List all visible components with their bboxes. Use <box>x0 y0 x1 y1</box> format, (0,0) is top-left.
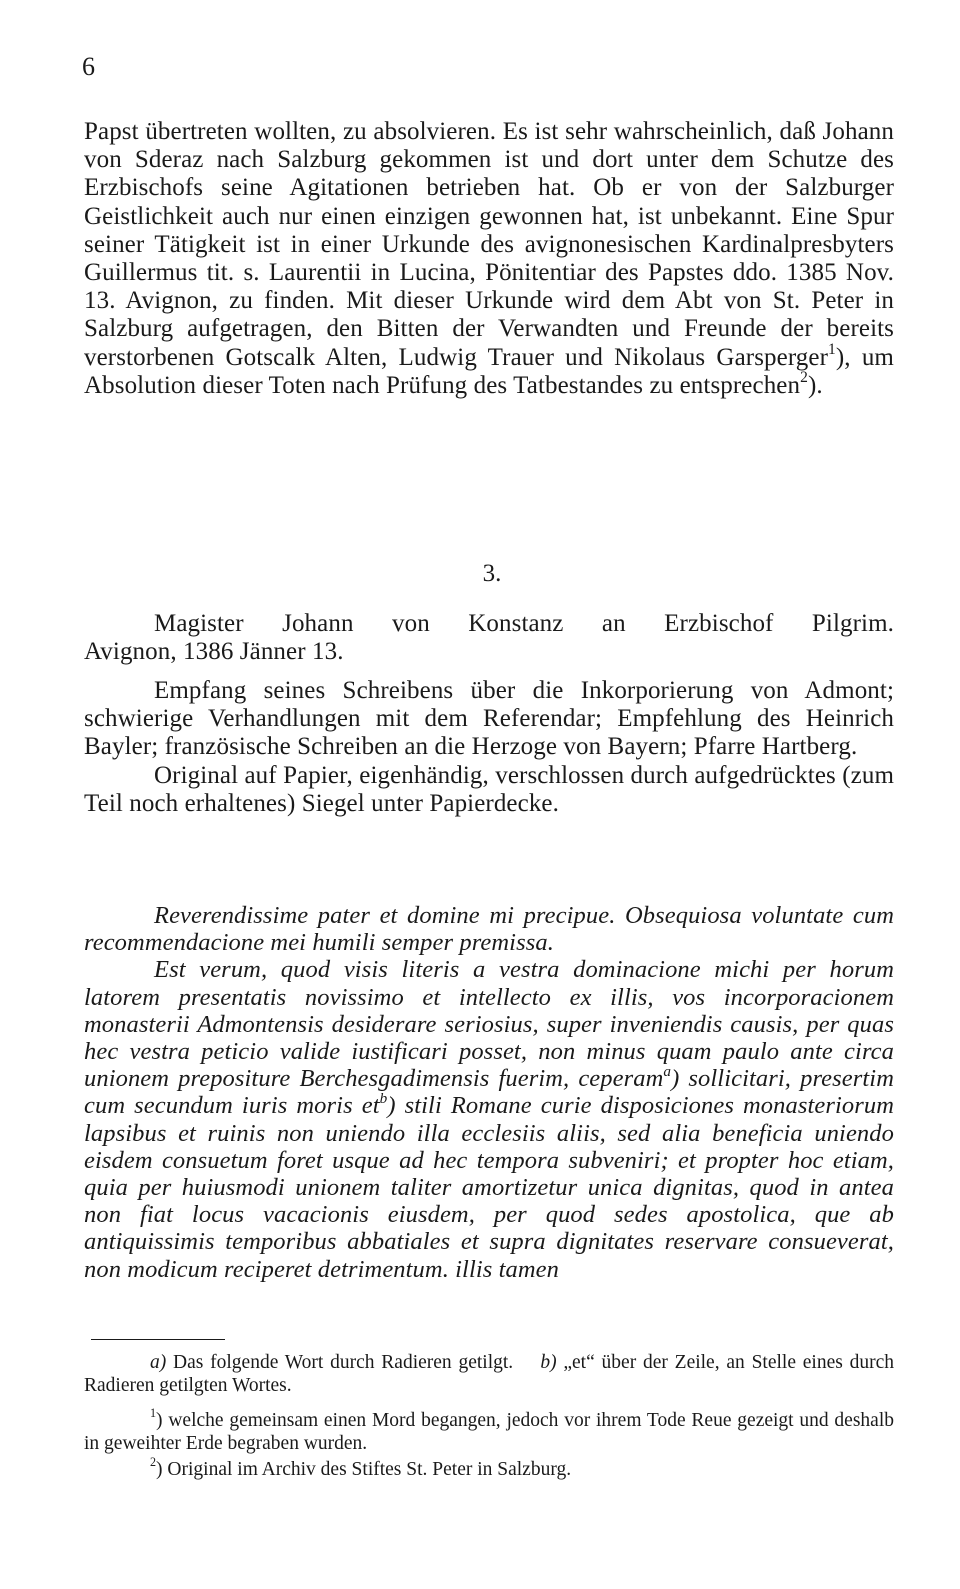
footnote-text: ) Original im Archiv des Stiftes St. Peter in Salzburg. <box>156 1459 572 1480</box>
latin-salutation: Reverendissime pater et domine mi precipue. Obsequiosa voluntate cum recommendacione mei humili semper premissa. <box>84 902 894 957</box>
paragraph-text: Papst übertreten wollten, zu absolvieren. Es ist sehr wahrscheinlich, daß Johann von Sderaz nach Salzburg gekommen ist und dort unter dem Schutze des Erzbischofs seine Agitationen betrieben hat. Ob er von der Salzburger Geistlichkeit auch nur einen einzigen gewonnen hat, ist unbekannt. Eine Spur seiner Tätigkeit ist in einer Urkunde des avignonesischen Kardinalpresbyters Guillermus tit. s. Laurentii in Lucina, Pönitentiar des Papstes ddo. 1385 Nov. 13. Avignon, zu finden. Mit dieser Urkunde wird dem Abt von St. Peter in Salzburg aufgetragen, den Bitten der Verwandten und Freunde der bereits verstorbenen Gotscalk Alten, Ludwig Trauer und Nikolaus Garsperger <box>84 118 894 371</box>
footnote-label: a) <box>150 1352 167 1373</box>
footnote-1 <box>84 1406 894 1455</box>
summary-text: Empfang seines Schreibens über die Inkorporierung von Admont; schwierige Verhandlungen mit dem Referendar; Empfehlung des Heinrich Bayler; französische Schreiben an die Herzoge von Bayern; Pfarre Hartberg. <box>84 677 894 761</box>
document-heading <box>84 610 894 666</box>
textual-footnote-line <box>84 1352 894 1397</box>
latin-body <box>84 956 894 1282</box>
footnote-ref: 1 <box>828 340 836 358</box>
footnote-2 <box>84 1455 894 1482</box>
latin-body-part: ) sollicitari, presertim cum secundum iuris moris et <box>84 1065 894 1120</box>
footnote-label: 1 <box>150 1406 157 1421</box>
footnote-text: „et“ über der Zeile, an Stelle eines durch Radieren getilgten Wortes. <box>84 1352 895 1396</box>
paragraph-text: ). <box>807 371 823 399</box>
footnote-ref: 2 <box>800 368 808 386</box>
textual-note-ref: b <box>379 1089 388 1107</box>
source-note: Original auf Papier, eigenhändig, verschlossen durch aufgedrücktes (zum Teil noch erhaltenes) Siegel unter Papierdecke. <box>84 761 894 817</box>
page-number: 6 <box>82 52 95 81</box>
footnote-text: Das folgende Wort durch Radieren getilgt. <box>166 1352 514 1373</box>
heading-title: Magister Johann von Konstanz an Erzbischof Pilgrim. <box>154 610 894 637</box>
heading-place-date: Avignon, 1386 Jänner 13. <box>84 638 344 666</box>
latin-body-part: Est verum, quod visis literis a vestra dominacione michi per horum latorem presentatis novissimo et intellecto ex illis, vos incorporacionem monasterii Admontensis desiderare seriosius, super inveniendis causis, per quas hec vestra peticio valide iustificari posset, non minus quam paulo ante circa unionem prepositure Berchesgadimensis fuerim, ceperam <box>84 956 894 1093</box>
footnote-line <box>84 1455 894 1482</box>
footnote-label: 2 <box>150 1455 157 1470</box>
textual-footnotes <box>84 1352 894 1397</box>
footnote-text: ) welche gemeinsam einen Mord begangen, jedoch vor ihrem Tode Reue gezeigt und deshalb in geweihter Erde begraben wurden. <box>84 1410 894 1454</box>
footnote-line <box>84 1406 894 1455</box>
latin-body-part: ) stili Romane curie disposiciones monasteriorum lapsibus et ruinis non uniendo illa ecclesiis aliis, sed alia beneficia uniendo eisdem consuetum foret usque ad hec tempora subveniri; et propter hoc etiam, quia per huiusmodi unionem taliter amortizetur unica dignitas, quod in antea non fiat locus vacacionis eiusdem, per quod sedes apostolica, que ab antiquissimis temporibus abbatiales et supra dignitates reservare consueverat, non modicum reciperet detrimentum. illis tamen <box>84 1092 894 1283</box>
latin-text <box>84 902 894 1283</box>
footnote-divider <box>91 1339 225 1340</box>
footnote-label: b) <box>540 1352 557 1373</box>
section-number: 3. <box>482 560 502 587</box>
paragraph-text: ), um Absolution dieser Toten nach Prüfung des Tatbestandes zu entsprechen <box>84 343 894 399</box>
summary-block <box>84 677 894 818</box>
body-paragraph <box>84 118 894 400</box>
textual-note-ref: a <box>663 1062 672 1080</box>
